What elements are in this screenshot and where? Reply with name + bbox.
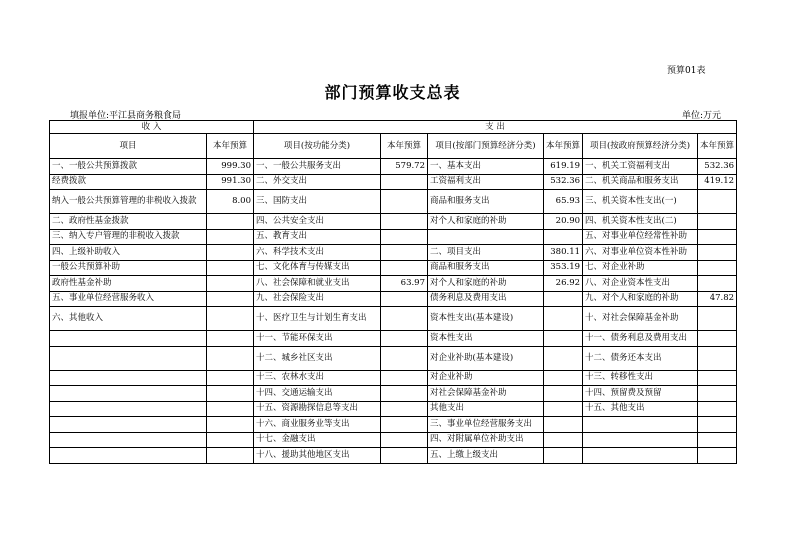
gov-item-cell: 四、机关资本性支出(二)	[583, 214, 698, 230]
func-item-cell: 九、社会保险支出	[254, 291, 381, 307]
dept-amount-cell	[544, 331, 583, 347]
income-item-cell	[50, 386, 207, 402]
func-item-cell: 一、一般公共服务支出	[254, 159, 381, 175]
expense-header: 支 出	[254, 121, 737, 134]
gov-amount-cell	[698, 307, 737, 331]
dept-amount-cell	[544, 417, 583, 433]
header-row-columns	[50, 134, 737, 159]
table-row	[50, 291, 737, 307]
gov-item-cell: 十四、预留费及预留	[583, 386, 698, 402]
income-amount-cell: 8.00	[207, 190, 254, 214]
func-amount-cell	[381, 432, 428, 448]
dept-item-cell: 商品和服务支出	[428, 190, 544, 214]
dept-amount-cell: 20.90	[544, 214, 583, 230]
dept-amount-cell	[544, 229, 583, 245]
income-amount-cell	[207, 331, 254, 347]
table-row	[50, 346, 737, 370]
income-item-cell: 五、事业单位经营服务收入	[50, 291, 207, 307]
dept-item-cell: 四、对附属单位补助支出	[428, 432, 544, 448]
table-row	[50, 370, 737, 386]
func-amount-cell	[381, 448, 428, 464]
gov-item-cell	[583, 432, 698, 448]
dept-amount-cell	[544, 448, 583, 464]
filler-unit: 填报单位:平江县商务粮食局	[70, 111, 182, 121]
table-row	[50, 229, 737, 245]
dept-item-cell: 其他支出	[428, 401, 544, 417]
money-unit: 单位:万元	[682, 111, 722, 121]
table-row	[50, 276, 737, 292]
income-item-cell: 六、其他收入	[50, 307, 207, 331]
dept-item-cell: 对个人和家庭的补助	[428, 276, 544, 292]
func-amount-cell	[381, 417, 428, 433]
gov-item-cell: 七、对企业补助	[583, 260, 698, 276]
gov-item-cell: 九、对个人和家庭的补助	[583, 291, 698, 307]
income-item-cell: 纳入一般公共预算管理的非税收入拨款	[50, 190, 207, 214]
income-item-cell: 一般公共预算补助	[50, 260, 207, 276]
income-amount-cell	[207, 229, 254, 245]
gov-econ-header: 项目(按政府预算经济分类)	[583, 134, 698, 159]
dept-item-cell: 资本性支出	[428, 331, 544, 347]
table-row	[50, 432, 737, 448]
gov-amount-cell	[698, 214, 737, 230]
dept-item-cell: 对社会保障基金补助	[428, 386, 544, 402]
income-item-cell: 一、一般公共预算拨款	[50, 159, 207, 175]
dept-item-cell: 一、基本支出	[428, 159, 544, 175]
page-title: 部门预算收支总表	[324, 83, 461, 102]
dept-amount-cell: 532.36	[544, 174, 583, 190]
gov-amount-cell	[698, 229, 737, 245]
dept-amount-cell	[544, 370, 583, 386]
func-item-cell: 十二、城乡社区支出	[254, 346, 381, 370]
dept-amount-cell: 619.19	[544, 159, 583, 175]
dept-item-cell: 资本性支出(基本建设)	[428, 307, 544, 331]
gov-amount-cell	[698, 370, 737, 386]
func-item-cell: 十五、资源勘探信息等支出	[254, 401, 381, 417]
table-row	[50, 331, 737, 347]
gov-amount-cell	[698, 260, 737, 276]
income-item-cell: 四、上级补助收入	[50, 245, 207, 261]
income-amount-cell	[207, 260, 254, 276]
func-amount-cell	[381, 190, 428, 214]
table-row	[50, 214, 737, 230]
gov-item-cell: 一、机关工资福利支出	[583, 159, 698, 175]
income-item-cell	[50, 401, 207, 417]
income-amount-cell	[207, 346, 254, 370]
dept-amount-cell: 65.93	[544, 190, 583, 214]
func-item-cell: 六、科学技术支出	[254, 245, 381, 261]
table-row	[50, 307, 737, 331]
table-row	[50, 245, 737, 261]
table-row	[50, 417, 737, 433]
func-item-cell: 十一、节能环保支出	[254, 331, 381, 347]
gov-amount-cell	[698, 401, 737, 417]
income-item-cell	[50, 331, 207, 347]
income-item-cell	[50, 448, 207, 464]
dept-amount-cell	[544, 307, 583, 331]
gov-amount-cell	[698, 417, 737, 433]
dept-item-cell: 三、事业单位经营服务支出	[428, 417, 544, 433]
income-header: 收 入	[50, 121, 254, 134]
income-amount-cell: 991.30	[207, 174, 254, 190]
gov-item-cell: 十三、转移性支出	[583, 370, 698, 386]
dept-item-cell: 五、上缴上级支出	[428, 448, 544, 464]
table-row	[50, 386, 737, 402]
table-row	[50, 190, 737, 214]
table-row	[50, 401, 737, 417]
income-item-header: 项目	[50, 134, 207, 159]
budget-table	[49, 120, 737, 464]
func-item-cell: 十四、交通运输支出	[254, 386, 381, 402]
func-item-cell: 三、国防支出	[254, 190, 381, 214]
gov-item-cell	[583, 448, 698, 464]
func-item-cell: 十六、商业服务业等支出	[254, 417, 381, 433]
income-amount-cell	[207, 370, 254, 386]
dept-item-cell: 商品和服务支出	[428, 260, 544, 276]
func-amount-cell	[381, 260, 428, 276]
gov-amount-cell	[698, 245, 737, 261]
income-amount-header: 本年预算	[207, 134, 254, 159]
income-amount-cell	[207, 276, 254, 292]
dept-item-cell: 对企业补助	[428, 370, 544, 386]
gov-item-cell: 十、对社会保障基金补助	[583, 307, 698, 331]
gov-item-cell: 十二、债务还本支出	[583, 346, 698, 370]
dept-amount-cell	[544, 386, 583, 402]
dept-item-cell: 债务利息及费用支出	[428, 291, 544, 307]
gov-amount-cell	[698, 331, 737, 347]
dept-amount-cell	[544, 432, 583, 448]
func-item-cell: 二、外交支出	[254, 174, 381, 190]
func-amount-cell: 63.97	[381, 276, 428, 292]
header-row-group	[50, 121, 737, 134]
func-item-cell: 七、文化体育与传媒支出	[254, 260, 381, 276]
dept-amount-cell	[544, 401, 583, 417]
income-item-cell: 政府性基金补助	[50, 276, 207, 292]
income-amount-cell	[207, 417, 254, 433]
income-item-cell	[50, 346, 207, 370]
dept-amount-cell: 26.92	[544, 276, 583, 292]
gov-amount-cell	[698, 432, 737, 448]
dept-item-cell	[428, 229, 544, 245]
func-amount-cell	[381, 229, 428, 245]
income-amount-cell	[207, 291, 254, 307]
table-row	[50, 448, 737, 464]
dept-amount-cell: 380.11	[544, 245, 583, 261]
income-amount-cell: 999.30	[207, 159, 254, 175]
income-amount-cell	[207, 432, 254, 448]
gov-amount-cell	[698, 346, 737, 370]
income-item-cell	[50, 432, 207, 448]
func-amount-cell	[381, 174, 428, 190]
dept-item-cell: 对企业补助(基本建设)	[428, 346, 544, 370]
dept-item-cell: 工资福利支出	[428, 174, 544, 190]
func-item-cell: 十七、金融支出	[254, 432, 381, 448]
func-amount-cell	[381, 245, 428, 261]
gov-item-cell: 六、对事业单位资本性补助	[583, 245, 698, 261]
dept-item-cell: 对个人和家庭的补助	[428, 214, 544, 230]
gov-item-cell: 十一、债务利息及费用支出	[583, 331, 698, 347]
gov-amount-cell: 47.82	[698, 291, 737, 307]
gov-amount-cell	[698, 386, 737, 402]
func-amount-cell	[381, 291, 428, 307]
gov-item-cell: 二、机关商品和服务支出	[583, 174, 698, 190]
func-amount-cell	[381, 346, 428, 370]
income-item-cell	[50, 417, 207, 433]
func-amount-cell	[381, 370, 428, 386]
income-amount-cell	[207, 245, 254, 261]
table-row	[50, 159, 737, 175]
income-amount-cell	[207, 448, 254, 464]
gov-item-cell	[583, 417, 698, 433]
income-amount-cell	[207, 307, 254, 331]
income-amount-cell	[207, 386, 254, 402]
gov-item-cell: 三、机关资本性支出(一)	[583, 190, 698, 214]
gov-amount-header: 本年预算	[698, 134, 737, 159]
func-item-cell: 十、医疗卫生与计划生育支出	[254, 307, 381, 331]
gov-amount-cell	[698, 276, 737, 292]
gov-amount-cell	[698, 190, 737, 214]
dept-econ-header: 项目(按部门预算经济分类)	[428, 134, 544, 159]
func-amount-cell	[381, 307, 428, 331]
gov-amount-cell: 532.36	[698, 159, 737, 175]
dept-amount-header: 本年预算	[544, 134, 583, 159]
income-item-cell: 三、纳入专户管理的非税收入拨款	[50, 229, 207, 245]
func-amount-cell: 579.72	[381, 159, 428, 175]
func-amount-cell	[381, 331, 428, 347]
func-item-cell: 五、教育支出	[254, 229, 381, 245]
gov-item-cell: 五、对事业单位经常性补助	[583, 229, 698, 245]
gov-amount-cell: 419.12	[698, 174, 737, 190]
dept-item-cell: 二、项目支出	[428, 245, 544, 261]
func-amount-cell	[381, 401, 428, 417]
table-row	[50, 174, 737, 190]
func-item-cell: 十八、援助其他地区支出	[254, 448, 381, 464]
func-amount-cell	[381, 386, 428, 402]
table-row	[50, 260, 737, 276]
income-amount-cell	[207, 401, 254, 417]
income-item-cell: 经费拨款	[50, 174, 207, 190]
form-code: 预算01表	[667, 66, 706, 76]
gov-amount-cell	[698, 448, 737, 464]
func-item-cell: 十三、农林水支出	[254, 370, 381, 386]
gov-item-cell: 八、对企业资本性支出	[583, 276, 698, 292]
income-item-cell: 二、政府性基金拨款	[50, 214, 207, 230]
func-item-header: 项目(按功能分类)	[254, 134, 381, 159]
dept-amount-cell: 353.19	[544, 260, 583, 276]
income-amount-cell	[207, 214, 254, 230]
func-amount-header: 本年预算	[381, 134, 428, 159]
gov-item-cell: 十五、其他支出	[583, 401, 698, 417]
func-amount-cell	[381, 214, 428, 230]
dept-amount-cell	[544, 291, 583, 307]
dept-amount-cell	[544, 346, 583, 370]
func-item-cell: 八、社会保障和就业支出	[254, 276, 381, 292]
income-item-cell	[50, 370, 207, 386]
func-item-cell: 四、公共安全支出	[254, 214, 381, 230]
